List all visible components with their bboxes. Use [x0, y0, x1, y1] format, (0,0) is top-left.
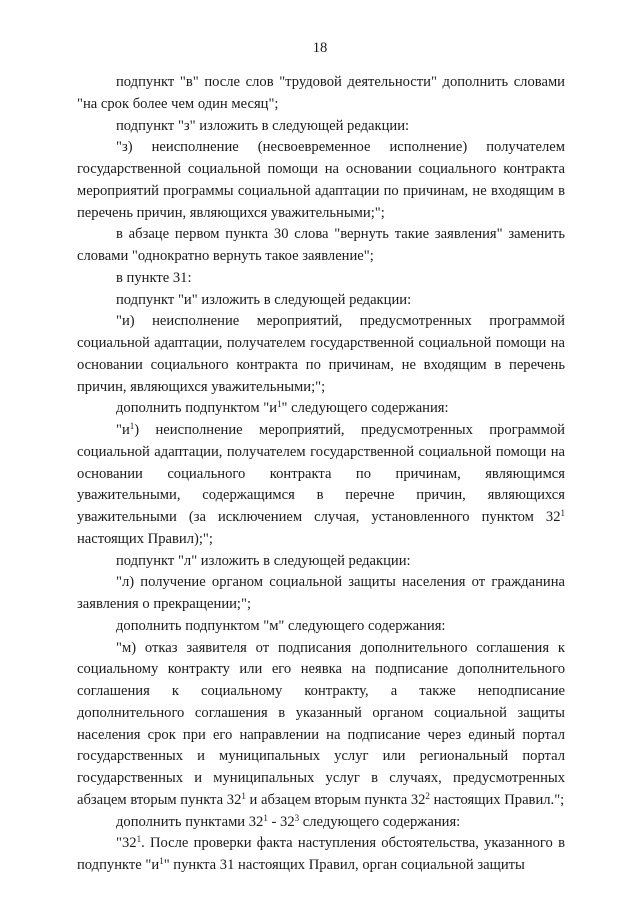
- paragraph: подпункт "в" после слов "трудовой деятельности" дополнить словами "на срок более чем один месяц";: [77, 74, 565, 112]
- page-number: 18: [312, 40, 328, 56]
- superscript: 1: [560, 508, 565, 518]
- paragraph: подпункт "и" изложить в следующей редакции:: [116, 291, 412, 308]
- superscript: 1: [159, 856, 164, 866]
- paragraph: "л) получение органом социальной защиты населения от гражданина заявления о прекращении;";: [77, 574, 565, 612]
- superscript: 2: [425, 790, 430, 801]
- paragraph: дополнить подпунктом "$и^1$" следующего содержания:: [116, 399, 449, 417]
- superscript: 1: [263, 812, 268, 823]
- paragraph: "з) неисполнение (несвоевременное исполнение) получателем государственной социальной помощи на основании социального контракта мероприятий программы социальной адаптации по причинам, не входящим в перечень причин, являющихся уважительными;";: [77, 139, 565, 221]
- paragraph: в пункте 31:: [116, 269, 192, 286]
- paragraph: подпункт "з" изложить в следующей редакции:: [116, 117, 410, 134]
- paragraph: "и) неисполнение мероприятий, предусмотренных программой социальной адаптации, получателем государственной социальной помощи на основании социального контракта по причинам, не входящим в перечень причин, являющихся уважительными;";: [77, 313, 565, 395]
- paragraph: дополнить подпунктом "м" следующего содержания:: [116, 617, 446, 634]
- superscript: 1: [136, 834, 142, 845]
- superscript: 3: [294, 812, 300, 823]
- paragraph: "$и^1$) неисполнение мероприятий, предусмотренных программой социальной адаптации, получателем государственной социальной помощи на основании социального контракта по причинам, являющимся уважительными, содержащимся в перечне причин, являющихся уважительными (за исключением случая, установленного пунктом $32^1$ настоящих Правил);";: [77, 421, 565, 547]
- paragraph: в абзаце первом пункта 30 слова "вернуть такие заявления" заменить словами "однократно вернуть такое заявление";: [77, 226, 565, 264]
- paragraph: дополнить пунктами $32^1 - 32^3$ следующего содержания:: [116, 812, 461, 830]
- superscript: 1: [129, 421, 135, 431]
- paragraph: "$32^1$. После проверки факта наступления обстоятельства, указанного в подпункте "$и^1$" пункта 31 настоящих Правил, орган социальной защиты: [77, 834, 565, 873]
- paragraph: подпункт "л" изложить в следующей редакции:: [116, 552, 411, 569]
- superscript: 1: [277, 399, 282, 410]
- superscript: 1: [241, 790, 246, 801]
- document-body: [77, 72, 565, 877]
- paragraph: "м) отказ заявителя от подписания дополнительного соглашения к социальному контракту или его неявка на подписание дополнительного соглашения к социальному контракту, а также неподписание дополнительного соглашения в указанный органом социальной защиты населения срок при его направлении на подписание через единый портал государственных и муниципальных услуг или региональный портал государственных и муниципальных услуг в случаях, предусмотренных абзацем вторым пункта $32^1$ и абзацем вторым пункта $32^2$ настоящих Правил.";: [77, 639, 565, 808]
